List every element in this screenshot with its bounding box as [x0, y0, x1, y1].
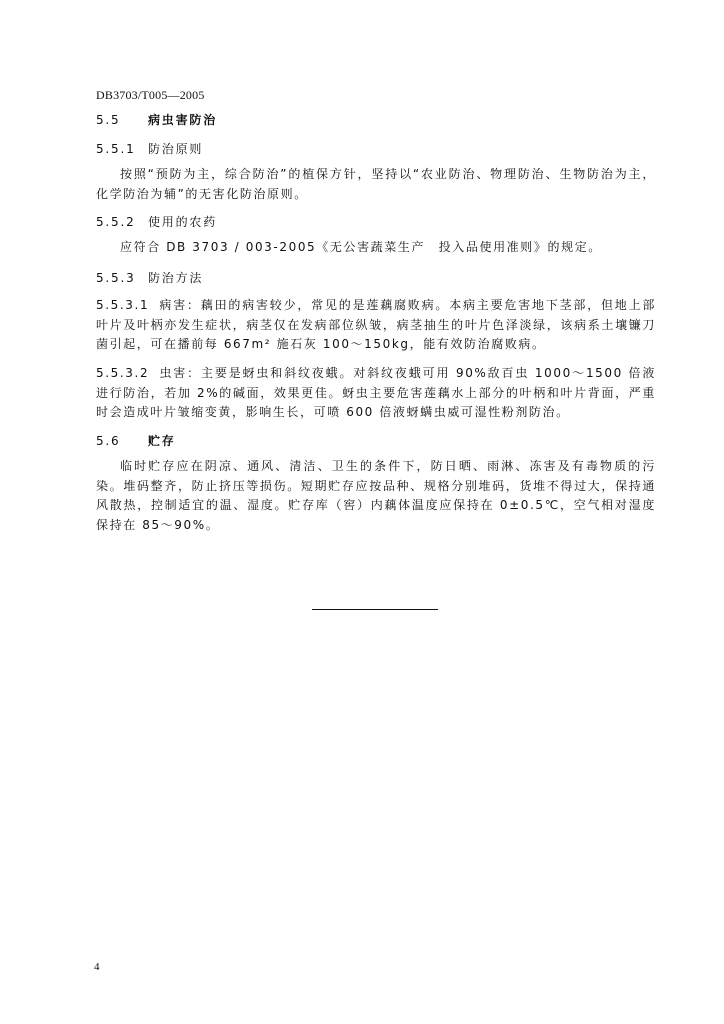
- heading-title: 使用的农药: [148, 215, 218, 229]
- clause-number: 5.5.3.2: [96, 366, 150, 380]
- heading-title: 贮存: [148, 434, 176, 448]
- clause-text: 病害：藕田的病害较少，常见的是莲藕腐败病。本病主要危害地下茎部，但地上部叶片及叶柄亦发生症状，病茎仅在发病部位纵皱，病茎抽生的叶片色泽淡绿，该病系土壤镰刀菌引起，可在播前每 667m² 施石灰 100～150kg，能有效防治腐败病。: [96, 298, 656, 351]
- heading-title: 防治方法: [148, 271, 204, 285]
- clause-number: 5.5.3.1: [96, 298, 150, 312]
- paragraph-5-5-2: 应符合 DB 3703 / 003-2005《无公害蔬菜生产 投入品使用准则》的规定。: [120, 240, 602, 254]
- paragraph-5-6: 临时贮存应在阴凉、通风、清洁、卫生的条件下，防日晒、雨淋、冻害及有毒物质的污染。堆码整齐，防止挤压等损伤。短期贮存应按品种、规格分别堆码，货堆不得过大，保持通风散热，控制适宜的温、湿度。贮存库（窖）内藕体温度应保持在 0±0.5℃，空气相对湿度保持在 85～90%。: [96, 459, 656, 532]
- heading-5-5-3: [96, 269, 203, 286]
- heading-5-6: [96, 432, 176, 449]
- paragraph-5-5-3-2: [96, 364, 656, 423]
- heading-title: 防治原则: [148, 142, 204, 156]
- page-number: 4: [94, 961, 100, 973]
- heading-number: 5.5.3: [96, 271, 136, 285]
- heading-number: 5.5.2: [96, 215, 136, 229]
- heading-number: 5.6: [96, 434, 121, 448]
- heading-number: 5.5: [96, 113, 121, 127]
- document-code: DB3703/T005—2005: [96, 88, 205, 102]
- paragraph-5-5-3-1: [96, 296, 656, 355]
- heading-title: 病虫害防治: [148, 113, 218, 127]
- heading-5-5-2: [96, 213, 217, 230]
- clause-text: 虫害：主要是蚜虫和斜纹夜蛾。对斜纹夜蛾可用 90%敌百虫 1000～1500 倍液进行防治，若加 2%的碱面，效果更佳。蚜虫主要危害莲藕水上部分的叶柄和叶片背面，严重时会造成叶片皱缩变黄，影响生长，可喷 600 倍液蚜螨虫威可湿性粉剂防治。: [96, 366, 656, 419]
- heading-5-5-1: [96, 140, 203, 157]
- paragraph-5-5-1: 按照“预防为主，综合防治”的植保方针，坚持以“农业防治、物理防治、生物防治为主，化学防治为辅”的无害化防治原则。: [96, 167, 656, 201]
- end-rule: [312, 609, 438, 610]
- heading-number: 5.5.1: [96, 142, 136, 156]
- heading-5-5: [96, 111, 217, 128]
